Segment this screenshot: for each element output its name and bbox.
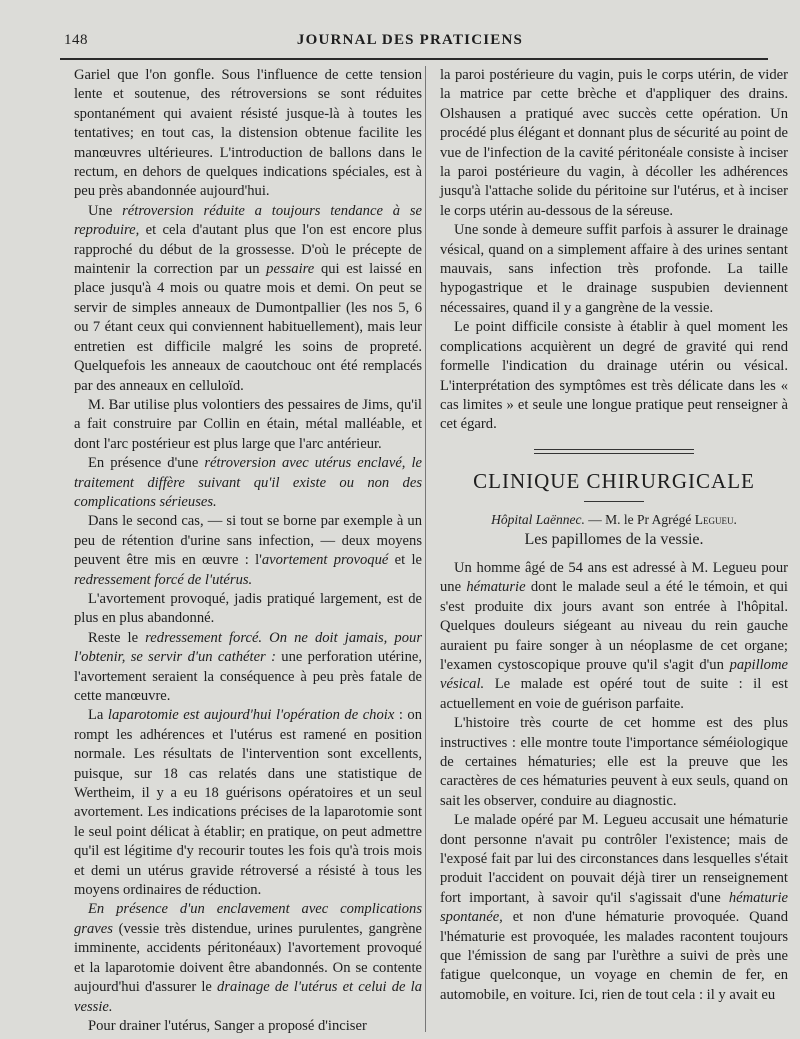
text-run: la paroi postérieure du vagin, puis le corps utérin, de vider la matrice par cette brèche et d'appliquer des drains. Olshausen a pratiqué avec succès cette opération. Un procédé plus élégant et donnant plus de sécurité au point de vue de l'infection de la cavité péritonéale consiste à inciser la paroi postérieure du vagin, à décoller les adhérences jusqu'à l'attache solide du péritoine sur l'utérus, et à inciser le corps utérin au-dessous de la séreuse.	[440, 67, 788, 219]
journal-title: JOURNAL DES PRATICIENS	[296, 32, 524, 48]
text-run: En présence d'une	[88, 455, 205, 472]
text-run: Le malade est opéré tout de suite : il est actuellement en voie de guérison parfaite.	[440, 676, 788, 712]
italic-text: hématurie	[466, 579, 526, 596]
text-run: qui est laissé en place jusqu'à 4 mois ou quatre mois et demi. On peut se servir de simples anneaux de Dumontpallier (les nos 5, 6 ou 7 étant ceux qui conviennent habituellement), mais leur entretien est difficile malgré les soins de propreté. Quelquefois les anneaux de caoutchouc ont été remplacés par des anneaux en celluloïd.	[74, 261, 423, 394]
paragraph	[74, 629, 422, 707]
article-title: Les papillomes de la vessie.	[524, 530, 704, 548]
section-divider	[534, 449, 694, 454]
italic-text: laparotomie est aujourd'hui l'opération de choix	[107, 707, 395, 724]
italic-text: redressement forcé. On ne doit jamais, pour l'obtenir, se servir d'un cathéter :	[74, 629, 422, 666]
paragraph	[74, 202, 422, 396]
italic-text: papillome vésical.	[440, 656, 788, 693]
right-column-upper	[440, 66, 788, 435]
text-run: Une sonde à demeure suffit parfois à assurer le drainage vésical, quand on a simplement affaire à des urines sentant mauvais, sans infection très profonde. La taille hypogastrique et le drainage suspubien deviennent nécessaires, quand il y a gangrène de la vessie.	[440, 222, 788, 316]
text-run: : on rompt les adhérences et l'utérus est ramené en position normale. Les résultats de l'intervention sont excellents, puisque, sur 18 cas relatés dans une statistique de Wertheim, il y a eu 18 guérisons opératoires et un seul avortement. Les indications précises de la laparotomie sont le seul point délicat à établir; en pratique, on peut admettre qu'il est légitime d'y recourir toutes les fois qu'à trois mois et demi un utérus gravide rétroversé a résisté à tous les moyens ordinaires de réduction.	[74, 707, 422, 899]
left-column	[74, 66, 422, 1036]
paragraph	[74, 900, 422, 1016]
text-run: Une	[88, 202, 123, 219]
paragraph	[74, 396, 422, 454]
heading-rule	[584, 501, 644, 502]
italic-text: redressement forcé de l'utérus.	[74, 571, 253, 588]
text-run: et non d'une hématurie provoquée. Quand l'hématurie est provoquée, les malades racontent toujours que l'émission de sang par l'urèthre a suivi de près une fatigue quelconque, un voyage en chemin de fer, en automobile, en voiture. Ici, rien de tout cela : il y avait eu	[440, 909, 788, 1003]
text-run: Un homme âgé de 54 ans est adressé à M. Legueu pour une	[440, 559, 788, 596]
text-run: Reste le	[88, 629, 146, 646]
text-run: Pour drainer l'utérus, Sanger a proposé d'inciser	[88, 1017, 367, 1034]
text-run: Le malade opéré par M. Legueu accusait une hématurie dont personne n'avait pu contrôler l'existence; mais de l'exposé fait par lui des circonstances dans lesquelles s'était produit l'accident on pouvait déjà tirer un renseignement fort important, à savoir qu'il s'agissait d'une	[440, 812, 788, 906]
paragraph	[74, 454, 422, 512]
paragraph	[440, 559, 788, 714]
paragraph	[74, 1017, 422, 1036]
paragraph	[74, 66, 422, 202]
text-run: M. Bar utilise plus volontiers des pessaires de Jims, qu'il a fait construire par Collin en étain, métal malléable, et dont l'arc postérieur est plus large que l'arc antérieur.	[74, 396, 422, 452]
text-run: Gariel que l'on gonfle. Sous l'influence de cette tension lente et soutenue, des rétroversions se sont réduites spontanément qui avaient résisté jusque-là à toutes les tentatives; en tout cas, la distension obtenue facilite les manœuvres ultérieures. L'introduction de ballons dans le rectum, en dehors de quelques indications spéciales, est à peu près abandonnée aujourd'hui.	[74, 67, 422, 200]
paragraph	[74, 706, 422, 900]
page-number: 148	[64, 32, 88, 48]
paragraph	[440, 66, 788, 221]
italic-text: hématurie spontanée,	[440, 889, 788, 926]
section-heading: CLINIQUE CHIRURGICALE	[473, 468, 755, 493]
text-run: L'avortement provoqué, jadis pratiqué largement, est de plus en plus abandonné.	[74, 590, 422, 627]
text-run: L'histoire très courte de cet homme est des plus instructives : elle montre toute l'importance séméiologique de certaines hématuries; elle est la preuve que les caractères de ces hématuries peuvent à eux seuls, quand on sait les observer, conduire au diagnostic.	[440, 715, 788, 809]
italic-text: drainage de l'utérus et celui de la vessie.	[74, 979, 422, 1015]
text-run: Dans le second cas, — si tout se borne par exemple à un peu de rétention d'urine sans infection, — deux moyens peuvent être mis en œuvre : l'	[74, 513, 422, 569]
paragraph	[440, 811, 788, 1005]
text-run: La	[88, 707, 108, 724]
text-run: et cela d'autant plus que l'on est encore plus rapproché du début de la grossesse. D'où le précepte de maintenir la correction par un	[74, 222, 422, 278]
running-head	[60, 28, 760, 52]
text-run: (vessie très distendue, urines purulentes, gangrène imminente, accidents péritonéaux) l'avortement provoqué et la laparotomie doivent être abandonnés. On se contente aujourd'hui d'assurer le	[74, 920, 422, 996]
paragraph	[440, 221, 788, 318]
hospital-line	[440, 510, 788, 529]
column-divider	[425, 66, 426, 1032]
text-run: Le point difficile consiste à établir à quel moment les complications acquièrent un degré de gravité qui rend formelle l'indication du drainage utérin ou vésical. L'interprétation des symptômes est très délicate dans les « cas limites » et seule une longue pratique peut renseigner à cet égard.	[440, 319, 788, 433]
header-rule	[60, 58, 768, 60]
text-run: dont le malade seul a été le témoin, et qui s'est produite dix jours avant son entrée à l'hôpital. Quelques douleurs siégeant au niveau du rein gauche auraient pu faire songer à un néoplasme de cet organe; l'examen cystoscopique prouve qu'il s'agit d'un	[440, 579, 788, 673]
paragraph	[74, 590, 422, 629]
italic-text: rétroversion réduite a toujours tendance à se reproduire,	[74, 202, 422, 239]
right-column	[440, 66, 788, 1005]
italic-text: avortement provoqué	[261, 552, 389, 569]
text-run: une perforation utérine, l'avortement seraient la conséquence à peu près fatale de cette manœuvre.	[74, 649, 423, 704]
italic-text: En présence d'un enclavement avec complications graves	[74, 901, 422, 937]
italic-text: pessaire	[266, 261, 315, 278]
author-name: Legueu.	[694, 512, 737, 528]
right-column-lower	[440, 559, 788, 1005]
paragraph	[74, 512, 422, 590]
paragraph	[440, 318, 788, 434]
italic-text: rétroversion avec utérus enclavé, le traitement diffère suivant qu'il existe ou non des complications sérieuses.	[74, 455, 423, 510]
hospital-name: Hôpital Laënnec.	[491, 512, 585, 528]
hospital-dash: — M. le Pr Agrégé	[584, 512, 695, 528]
text-run: et le	[388, 552, 422, 569]
paragraph	[440, 714, 788, 811]
